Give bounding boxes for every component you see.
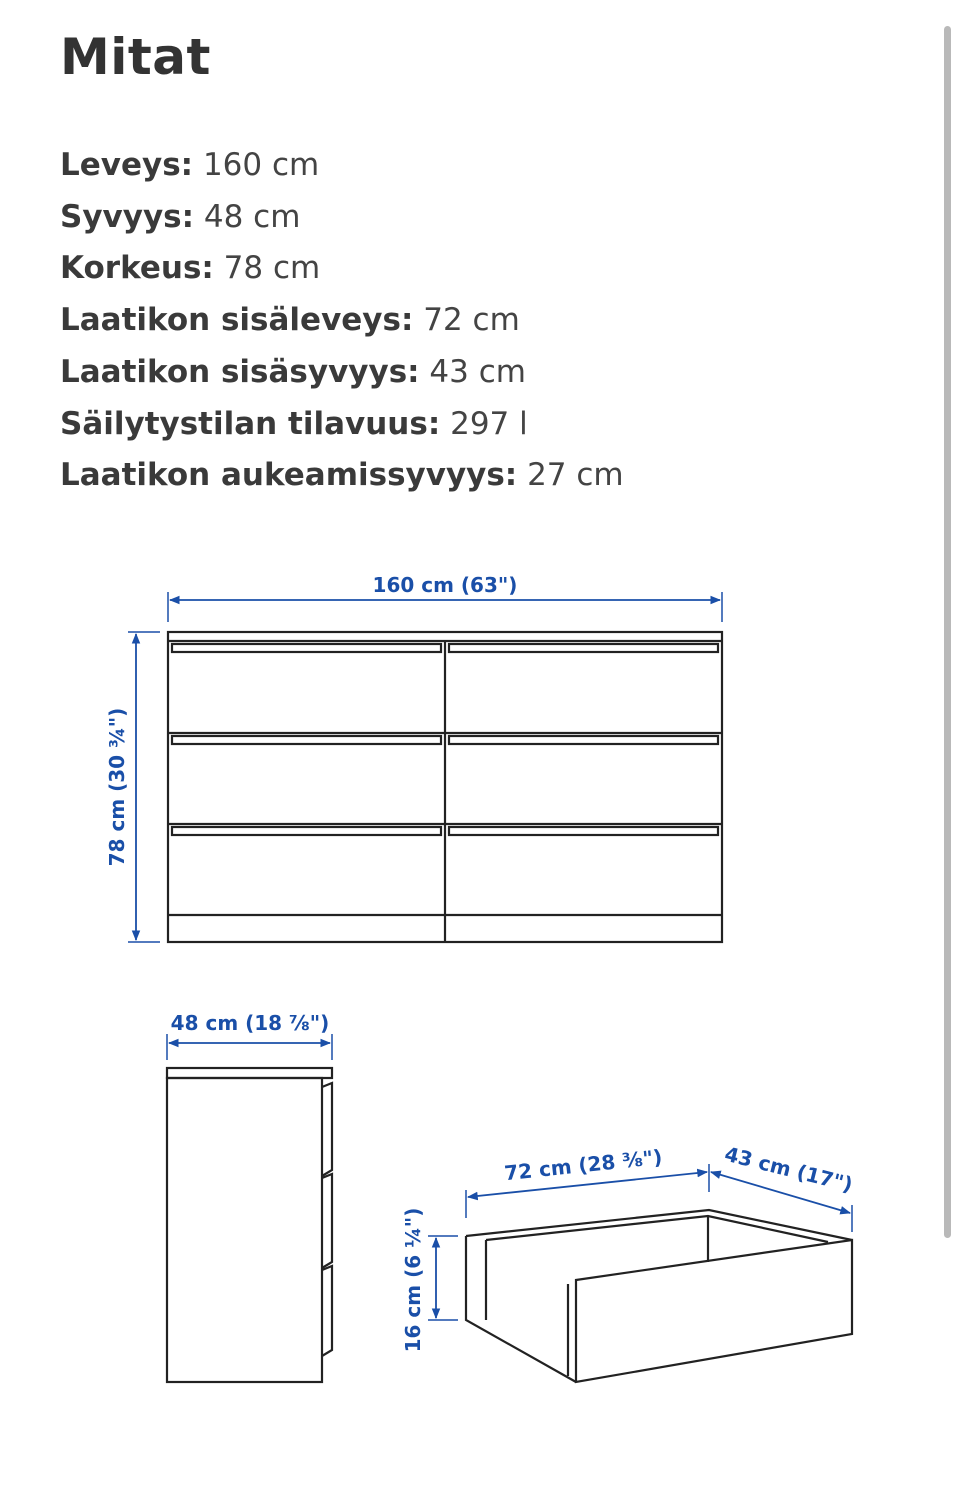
spec-value: 160 cm [202, 147, 320, 183]
spec-value: 27 cm [527, 457, 624, 494]
front-width-dimension [168, 573, 722, 622]
drawer-width-label: 72 cm (28 ⅜") [503, 1144, 664, 1186]
page-title: Mitat [60, 28, 211, 86]
drawer-width-dimension [466, 1145, 709, 1218]
drawer-height-dimension [401, 1208, 458, 1353]
spec-value: 297 l [450, 405, 528, 442]
drawer-depth-label: 43 cm (17") [722, 1141, 856, 1197]
spec-value: 43 cm [429, 353, 526, 390]
drawer-depth-dimension [711, 1142, 855, 1232]
side-depth-label: 48 cm (18 ⅞") [170, 1011, 330, 1035]
drawer-box [466, 1210, 852, 1382]
spec-label: Laatikon sisäsyvyys: [60, 353, 420, 390]
spec-label: Laatikon aukeamissyvyys: [60, 457, 518, 494]
drawer-height-label: 16 cm (6 ¼") [401, 1207, 425, 1353]
spec-label: Korkeus: [60, 250, 214, 287]
spec-label: Laatikon sisäleveys: [60, 302, 414, 339]
front-height-dimension [105, 632, 160, 942]
spec-label: Leveys: [60, 147, 194, 183]
side-depth-dimension [167, 1011, 332, 1060]
spec-value: 78 cm [223, 250, 321, 287]
front-view-dresser [168, 632, 722, 942]
front-width-label: 160 cm (63") [372, 573, 518, 597]
spec-label: Säilytystilan tilavuus: [60, 405, 441, 442]
spec-value: 48 cm [203, 198, 301, 235]
scrollbar-thumb[interactable] [944, 26, 951, 1238]
spec-value: 72 cm [423, 302, 520, 339]
spec-label: Syvyys: [60, 198, 195, 235]
side-view-dresser [167, 1068, 332, 1382]
front-height-label: 78 cm (30 ¾") [105, 707, 129, 867]
